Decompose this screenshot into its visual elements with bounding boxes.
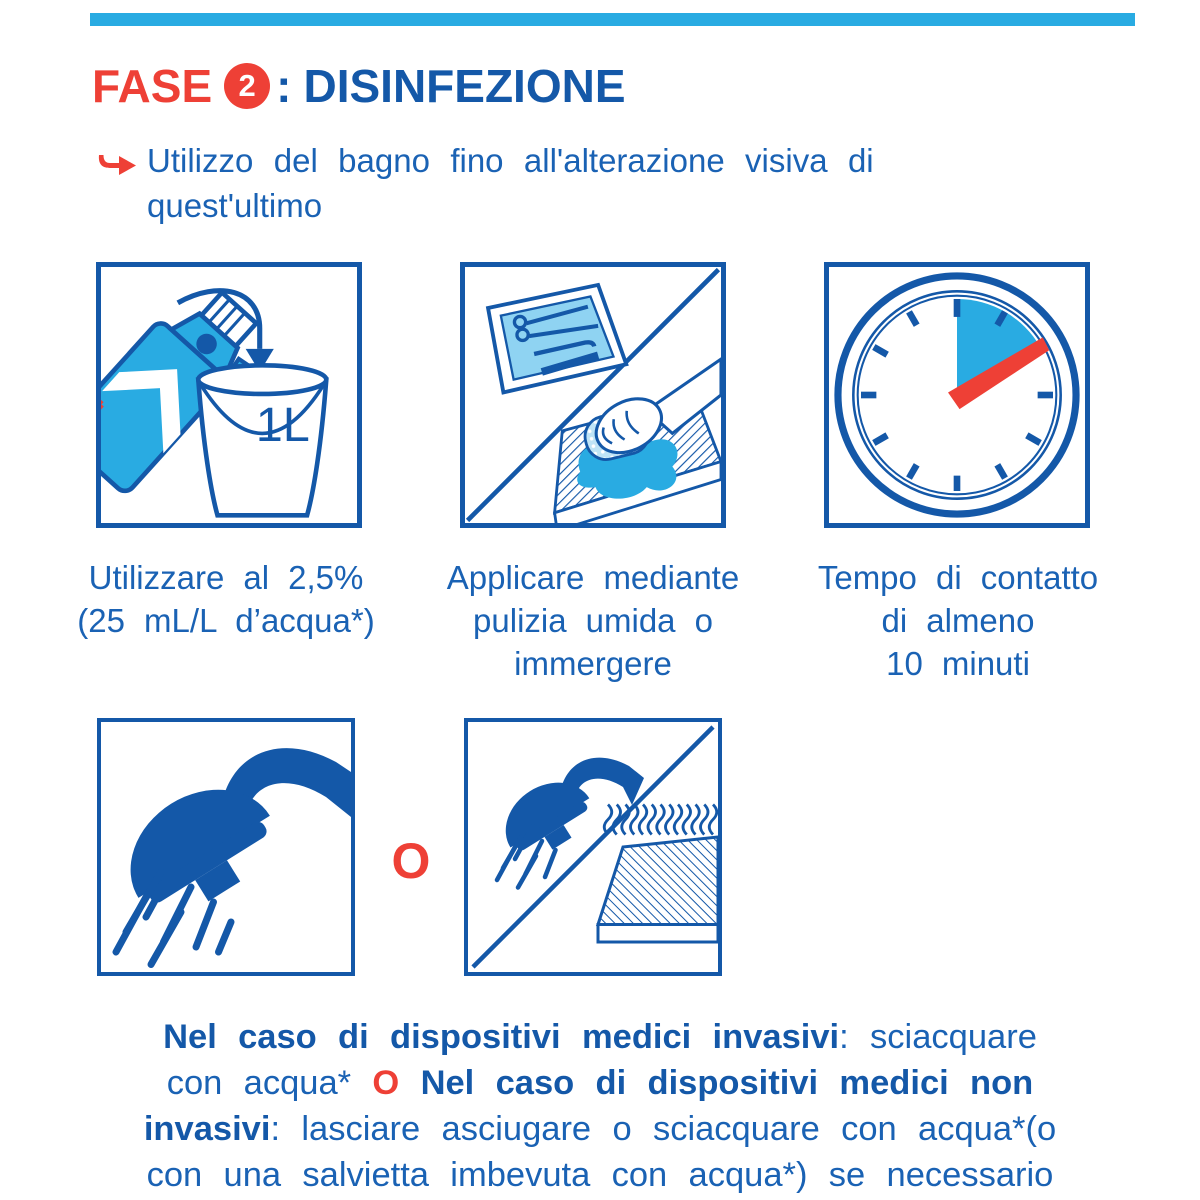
instrument-tray-and-wipe-icon (465, 267, 721, 523)
footer-or-label: O (372, 1064, 400, 1102)
title-colon: : (276, 60, 292, 112)
rinse-shower-panel (97, 718, 355, 976)
caption-line: di almeno (881, 602, 1035, 639)
caption-dilution (30, 556, 422, 642)
caption-line: Tempo di contatto (817, 559, 1099, 596)
caption-line: (25 mL/L d’acqua*) (77, 602, 375, 639)
arrow-bullet-icon (95, 151, 139, 181)
title-name: DISINFEZIONE (303, 60, 626, 112)
step-dilution-panel (96, 262, 362, 528)
footer-run: : lasciare asciugare o sciacquare con acqua*(o (270, 1110, 1057, 1148)
title-fase: FASE (92, 60, 213, 112)
step-application-panel (460, 262, 726, 528)
rinse-or-dry-panel (464, 718, 722, 976)
caption-line: immergere (514, 645, 672, 682)
footer-bold-run: invasivi (143, 1110, 271, 1148)
caption-line: Utilizzare al 2,5% (88, 559, 364, 596)
bottle-pour-into-bucket-icon (101, 267, 357, 523)
intro-line: quest'ultimo (147, 187, 323, 224)
footer-line (55, 1106, 1145, 1152)
caption-contact-time (778, 556, 1138, 685)
footer-run: : sciacquare (839, 1018, 1037, 1056)
footer-line (55, 1060, 1145, 1106)
footer-line (55, 1014, 1145, 1060)
caption-line: Applicare mediante (446, 559, 740, 596)
or-label: O (391, 833, 431, 889)
caption-line: pulizia umida o (473, 602, 713, 639)
bucket-volume-label: 1L (255, 398, 310, 453)
footer-bold-run: Nel caso di dispositivi medici invasivi (163, 1018, 840, 1056)
caption-line: 10 minuti (886, 645, 1030, 682)
intro-note (95, 138, 947, 228)
step-contact-time-panel (824, 262, 1090, 528)
footer-line (55, 1152, 1145, 1198)
intro-line: Utilizzo del bagno fino all'alterazione visiva di (147, 142, 874, 179)
footer-run: con una salvietta imbevuta con acqua*) se necessario (146, 1156, 1054, 1194)
footer-bold-run: Nel caso di dispositivi medici non (399, 1064, 1034, 1102)
step-number: 2 (238, 68, 256, 103)
shower-rinse-icon (101, 722, 351, 972)
clock-10-minutes-icon (829, 267, 1085, 523)
step-2-badge (224, 63, 270, 109)
caption-application (413, 556, 773, 685)
footer-run: con acqua* (166, 1064, 373, 1102)
top-accent-bar (90, 13, 1135, 26)
shower-or-air-dry-icon (468, 722, 718, 972)
page-title (92, 60, 626, 112)
footer-note (0, 1014, 1200, 1198)
